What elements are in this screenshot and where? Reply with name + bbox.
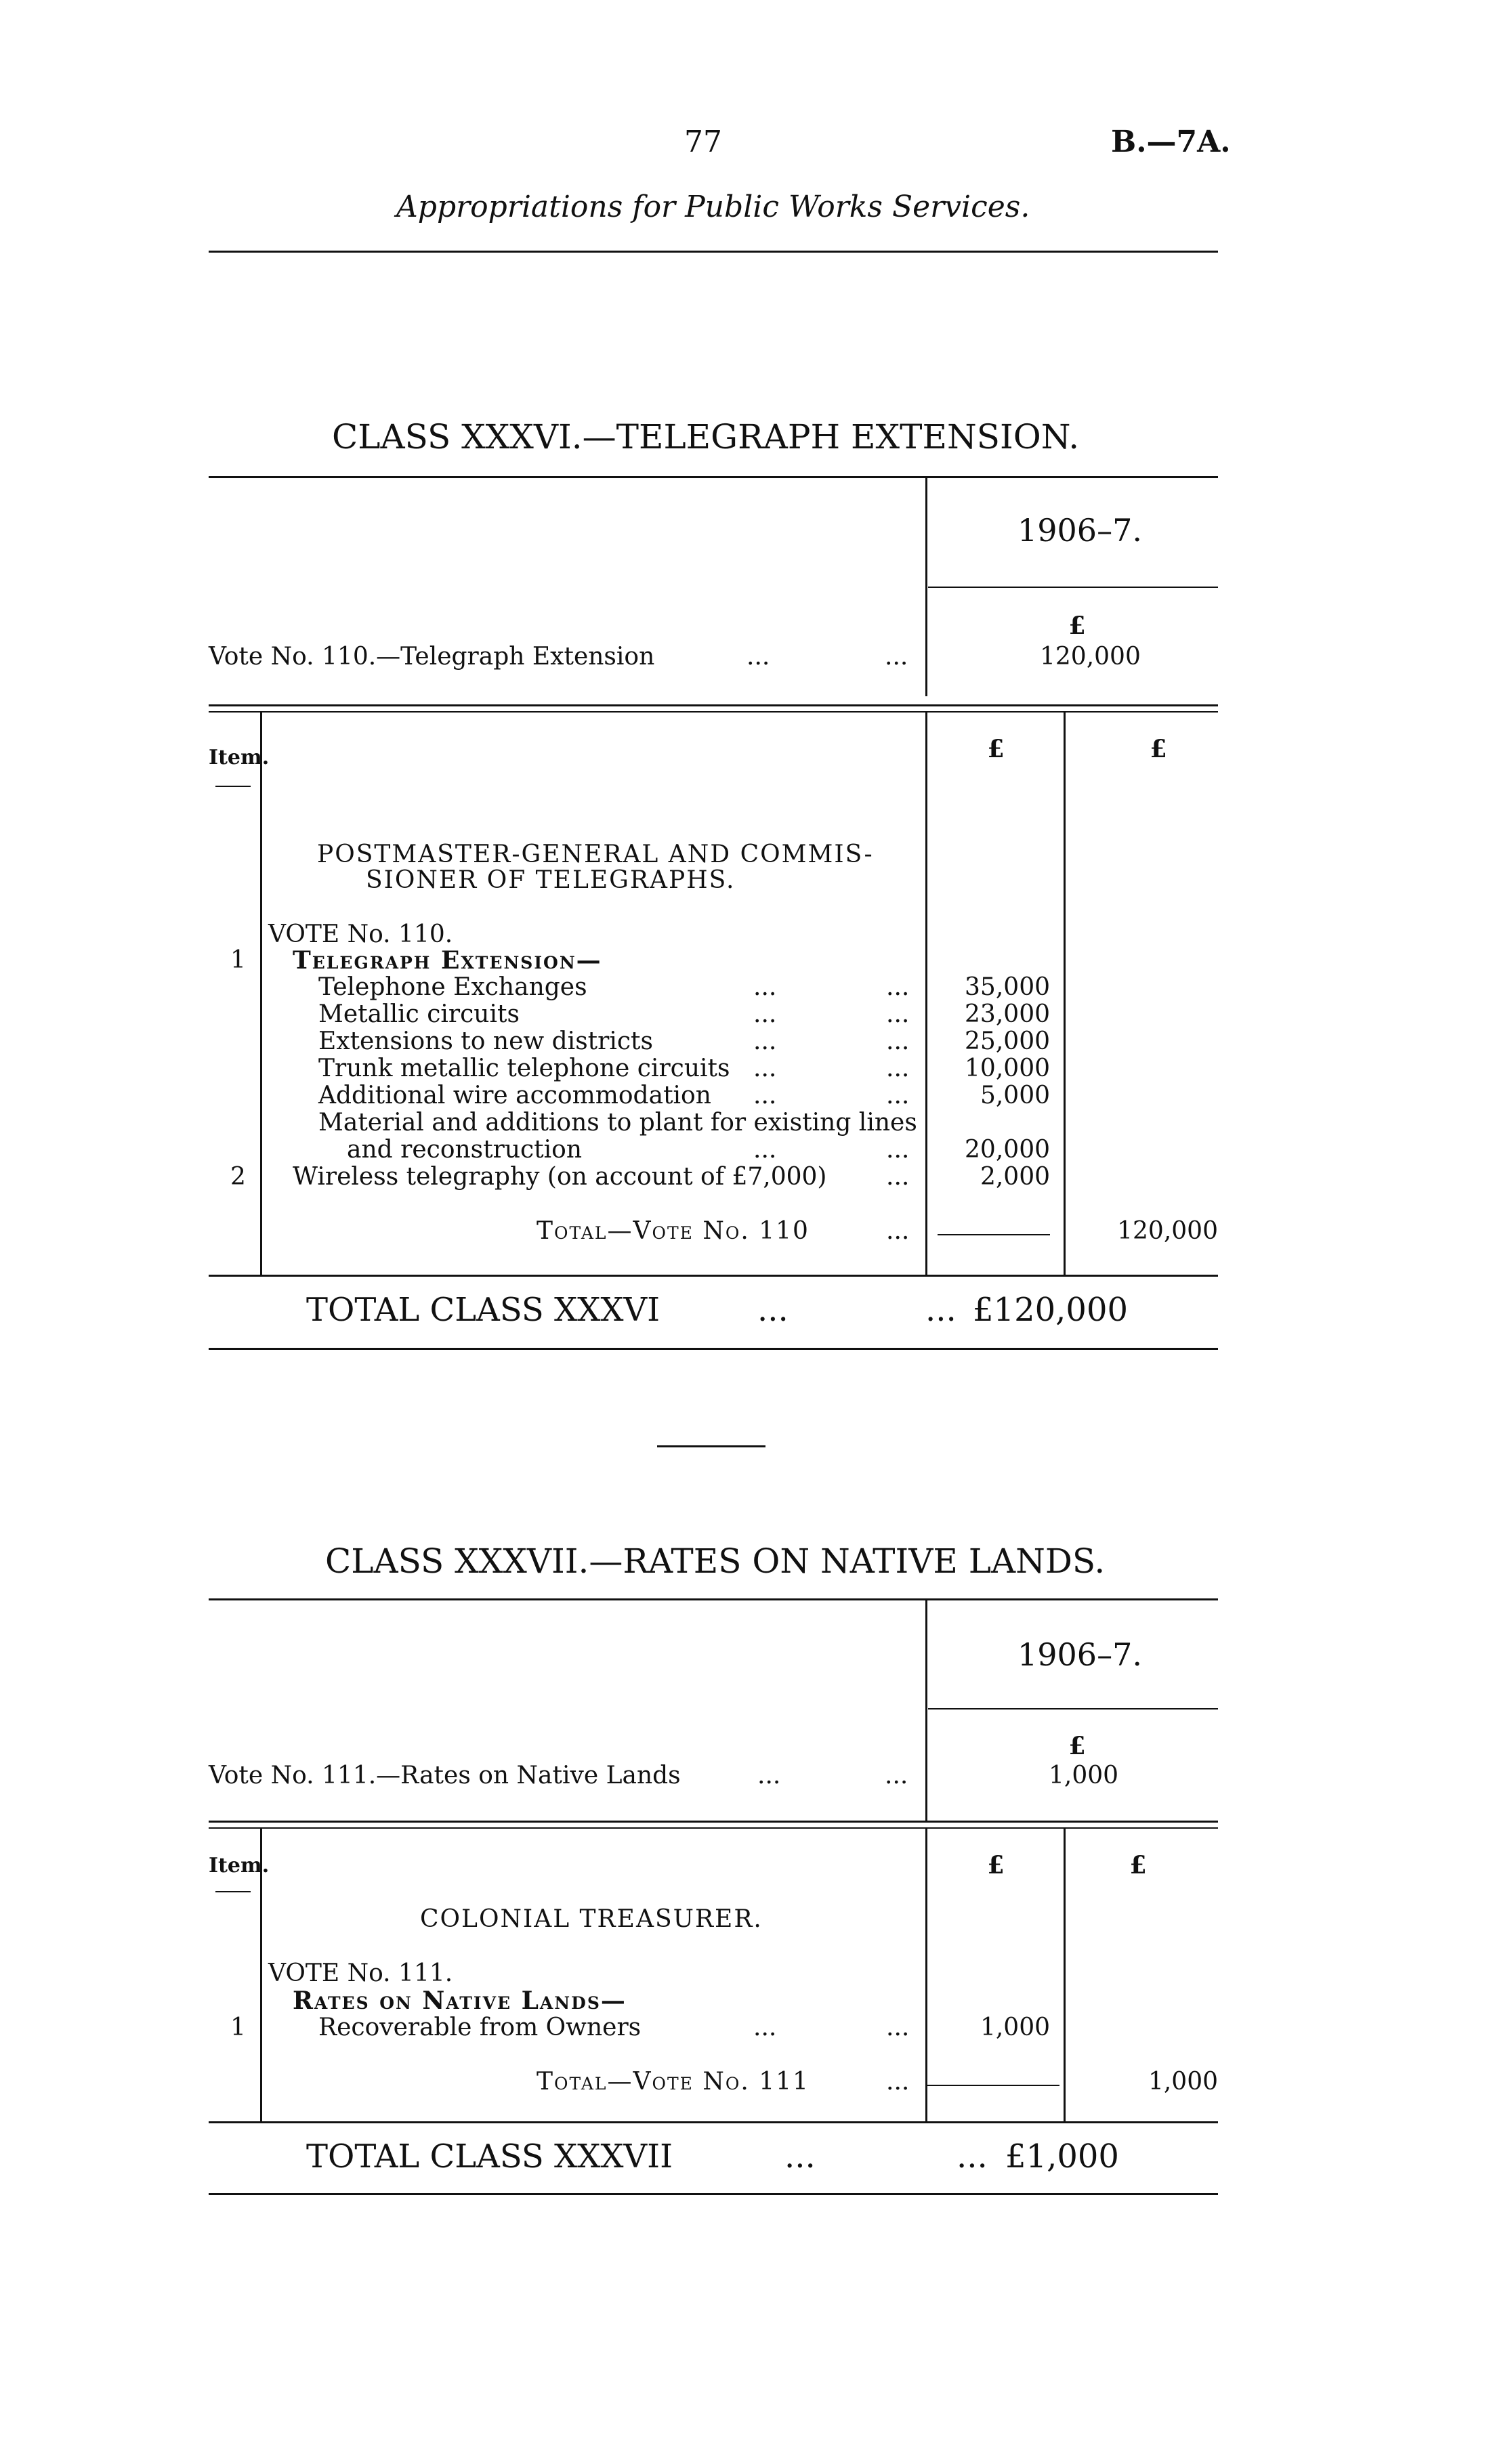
class37-title-rule <box>209 1598 1218 1600</box>
class37-year: 1906–7. <box>1017 1636 1142 1673</box>
class36-item-amount: 5,000 <box>980 1082 1050 1109</box>
class37-class-total-dots-2: ... <box>957 2138 988 2175</box>
class37-item-amount: 1,000 <box>980 2014 1050 2041</box>
class36-vote-dots: ... <box>747 643 770 671</box>
class36-row-dots: ... <box>886 973 910 1001</box>
class37-row-dots: ... <box>753 2014 777 2041</box>
class36-item-amount: 20,000 <box>965 1136 1050 1164</box>
section-separator <box>657 1445 765 1447</box>
class36-vote-line: Vote No. 110.—Telegraph Extension <box>209 643 655 671</box>
class36-title: CLASS XXXVI.—TELEGRAPH EXTENSION. <box>332 417 1080 456</box>
class36-row-dots: ... <box>886 1163 910 1191</box>
class36-item-amount: 10,000 <box>965 1055 1050 1082</box>
class36-row-dots: ... <box>753 973 777 1001</box>
class37-total-dots: ... <box>886 2068 910 2096</box>
class36-vote-divider <box>925 476 927 696</box>
class36-total-rule <box>938 1234 1050 1235</box>
class36-item-label: Metallic circuits <box>318 1000 520 1028</box>
class37-item-header: Item. <box>209 1854 270 1877</box>
class36-vote-dots-2: ... <box>885 643 908 671</box>
class36-row-dots: ... <box>886 1055 910 1082</box>
class37-class-total-label: TOTAL CLASS XXXVII <box>306 2138 673 2175</box>
class36-item-label: Extensions to new districts <box>318 1027 653 1055</box>
class36-class-total-dots-2: ... <box>925 1291 957 1329</box>
class37-vote-dots-2: ... <box>885 1762 908 1789</box>
class36-row-dots: ... <box>753 1082 777 1109</box>
class36-row-dots: ... <box>753 1136 777 1164</box>
class37-row-dots: ... <box>886 2014 910 2041</box>
class36-table-rule-top-2 <box>209 711 1218 713</box>
class36-row-dots: ... <box>753 1000 777 1028</box>
class36-item-label: Telephone Exchanges <box>318 973 587 1001</box>
page-subtitle: Appropriations for Public Works Services. <box>396 190 1030 224</box>
class37-item-header-rule <box>215 1891 251 1892</box>
class36-col-pound-1: £ <box>987 735 1005 763</box>
class36-item-label: Material and additions to plant for existing lines <box>318 1109 917 1137</box>
class36-col-pound-2: £ <box>1150 735 1167 763</box>
class36-class-total-rule-bottom <box>209 1348 1218 1350</box>
class36-col-amount-divider <box>925 713 927 1275</box>
class36-row-dots: ... <box>753 1027 777 1055</box>
class36-title-rule <box>209 476 1218 478</box>
class36-total-dots: ... <box>886 1217 910 1245</box>
class36-dept-line2: SIONER OF TELEGRAPHS. <box>366 866 736 894</box>
class37-vote-line: Vote No. 111.—Rates on Native Lands <box>209 1762 681 1789</box>
class37-class-total-dots: ... <box>784 2138 816 2175</box>
class37-item-label: Recoverable from Owners <box>318 2014 642 2041</box>
class36-item-label: Telegraph Extension— <box>293 946 602 975</box>
page-number: 77 <box>684 125 722 159</box>
class37-class-total-amount: £1,000 <box>1005 2138 1119 2175</box>
class36-currency: £ <box>1068 612 1086 640</box>
class36-item-number: 2 <box>230 1163 246 1191</box>
class36-item-amount: 2,000 <box>980 1163 1050 1191</box>
class36-item-label: Trunk metallic telephone circuits <box>318 1055 730 1082</box>
class37-class-total-rule-bottom <box>209 2193 1218 2195</box>
document-reference: B.—7A. <box>1111 125 1231 159</box>
class36-row-dots: ... <box>753 1055 777 1082</box>
class37-vote-amount: 1,000 <box>1049 1762 1119 1789</box>
class37-table-rule-top-2 <box>209 1827 1218 1829</box>
class36-row-dots: ... <box>886 1082 910 1109</box>
class36-row-dots: ... <box>886 1136 910 1164</box>
class36-class-total-rule-top <box>209 1275 1218 1277</box>
class37-total-rule <box>925 2085 1059 2086</box>
class36-vote-heading: VOTE No. 110. <box>268 920 453 948</box>
class37-table-rule-top <box>209 1821 1218 1823</box>
class36-table-rule-top <box>209 704 1218 706</box>
class37-col-total-divider <box>1064 1829 1066 2121</box>
class36-item-label: Wireless telegraphy (on account of £7,000) <box>293 1163 827 1191</box>
class37-item-number: 1 <box>230 2014 246 2041</box>
class36-row-dots: ... <box>886 1027 910 1055</box>
class36-total-vote-label: Total—Vote No. 110 <box>537 1217 810 1245</box>
class37-currency: £ <box>1068 1732 1086 1760</box>
class36-item-amount: 25,000 <box>965 1027 1050 1055</box>
class36-col-item-divider <box>260 713 262 1275</box>
class36-row-dots: ... <box>886 1000 910 1028</box>
class37-vote-heading: VOTE No. 111. <box>268 1959 453 1987</box>
class36-item-header-rule <box>215 786 251 787</box>
class36-item-label: Additional wire accommodation <box>318 1082 711 1109</box>
class37-col-pound-1: £ <box>987 1851 1005 1879</box>
class36-col-total-divider <box>1064 713 1066 1275</box>
class36-class-total-amount: £120,000 <box>973 1291 1129 1329</box>
class36-item-amount: 35,000 <box>965 973 1050 1001</box>
class36-class-total-dots: ... <box>757 1291 789 1329</box>
class37-dept-line1: COLONIAL TREASURER. <box>420 1905 763 1933</box>
class37-total-vote-label: Total—Vote No. 111 <box>537 2068 810 2096</box>
class36-total-vote-amount: 120,000 <box>1117 1217 1218 1245</box>
class36-vote-amount: 120,000 <box>1040 643 1141 671</box>
class36-year: 1906–7. <box>1017 512 1142 549</box>
class37-total-vote-amount: 1,000 <box>1148 2068 1218 2096</box>
class36-item-header: Item. <box>209 746 270 769</box>
class36-year-rule <box>928 587 1218 588</box>
class36-item-label: and reconstruction <box>347 1136 583 1164</box>
class37-vote-dots: ... <box>757 1762 781 1789</box>
class37-vote-divider <box>925 1598 927 1821</box>
class37-col-amount-divider <box>925 1829 927 2121</box>
class37-class-total-rule-top <box>209 2121 1218 2123</box>
class37-item-label: Rates on Native Lands— <box>293 1987 627 2015</box>
class37-year-rule <box>928 1708 1218 1709</box>
header-rule <box>209 251 1218 253</box>
class36-item-number: 1 <box>230 946 246 974</box>
class37-title: CLASS XXXVII.—RATES ON NATIVE LANDS. <box>325 1542 1106 1581</box>
class36-dept-line1: POSTMASTER-GENERAL AND COMMIS- <box>317 841 874 868</box>
class36-item-amount: 23,000 <box>965 1000 1050 1028</box>
class37-col-pound-2: £ <box>1129 1851 1147 1879</box>
class36-class-total-label: TOTAL CLASS XXXVI <box>306 1291 660 1329</box>
